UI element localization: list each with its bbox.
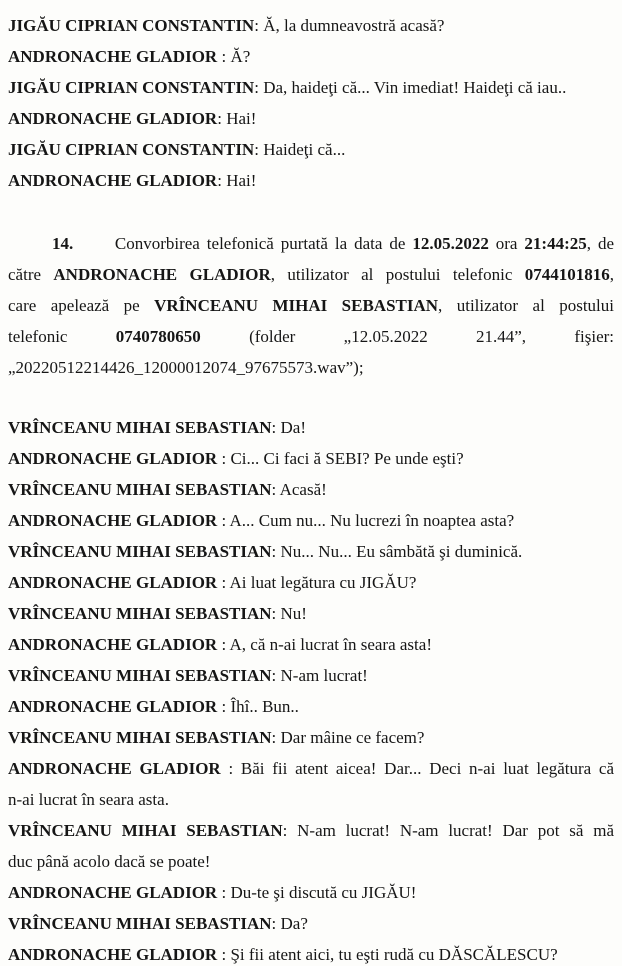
dialogue-line (8, 165, 614, 196)
speaker-name: VRÎNCEANU MIHAI SEBASTIAN (8, 666, 272, 685)
paragraph-14 (8, 228, 614, 383)
bold-segment: 0740780650 (115, 327, 201, 346)
utterance-continuation: n-ai lucrat în seara asta. (8, 790, 169, 809)
dialogue-line (8, 753, 614, 815)
text-segment: Convorbirea telefonică purtată la data de (73, 234, 413, 253)
utterance-text: : A... Cum nu... Nu lucrezi în noaptea asta? (217, 511, 515, 530)
text-segment: , utilizator al postului (438, 296, 615, 315)
utterance-text: : N-am lucrat! (271, 666, 368, 685)
utterance-text: : Dar mâine ce facem? (271, 728, 425, 747)
dialogue-line (8, 660, 614, 691)
speaker-name: ANDRONACHE GLADIOR (8, 945, 218, 964)
paragraph-line (8, 228, 614, 259)
paragraph-line (8, 259, 614, 290)
dialogue-line (8, 134, 614, 165)
speaker-name: ANDRONACHE GLADIOR (8, 697, 218, 716)
dialogue-line (8, 939, 614, 966)
speaker-name: ANDRONACHE GLADIOR (8, 759, 221, 778)
speaker-name: JIGĂU CIPRIAN CONSTANTIN (8, 140, 255, 159)
dialogue-line (8, 412, 614, 443)
text-segment: „20220512214426_12000012074_97675573.wav”); (8, 358, 364, 377)
speaker-name: ANDRONACHE GLADIOR (8, 47, 218, 66)
utterance-text: : Haideţi că... (254, 140, 346, 159)
utterance-text: : A, că n-ai lucrat în seara asta! (217, 635, 432, 654)
paragraph-line (8, 352, 614, 383)
utterance-text: : Nu... Nu... Eu sâmbătă şi duminică. (271, 542, 523, 561)
speaker-name: VRÎNCEANU MIHAI SEBASTIAN (8, 821, 283, 840)
speaker-name: ANDRONACHE GLADIOR (8, 573, 218, 592)
utterance-text: : Şi fii atent aici, tu eşti rudă cu DĂSCĂLESCU? (217, 945, 558, 964)
bold-segment: 14. (52, 234, 74, 253)
dialogue-line (8, 722, 614, 753)
bold-segment: 21:44:25 (524, 234, 587, 253)
speaker-name: JIGĂU CIPRIAN CONSTANTIN (8, 78, 255, 97)
dialogue-block-2 (8, 412, 614, 966)
dialogue-line (8, 505, 614, 536)
utterance-text: : Ci... Ci faci ă SEBI? Pe unde eşti? (217, 449, 464, 468)
utterance-text: : Hai! (217, 109, 257, 128)
speaker-name: VRÎNCEANU MIHAI SEBASTIAN (8, 480, 272, 499)
text-segment: , (609, 265, 614, 284)
bold-segment: ANDRONACHE GLADIOR (53, 265, 271, 284)
utterance-continuation: duc până acolo dacă se poate! (8, 852, 211, 871)
speaker-name: ANDRONACHE GLADIOR (8, 171, 218, 190)
utterance-text: : Băi fii atent aicea! Dar... Deci n-ai luat legătura că (220, 759, 614, 778)
speaker-name: VRÎNCEANU MIHAI SEBASTIAN (8, 418, 272, 437)
text-segment: ora (488, 234, 525, 253)
speaker-name: ANDRONACHE GLADIOR (8, 109, 218, 128)
utterance-text: : Du-te şi discută cu JIGĂU! (217, 883, 417, 902)
speaker-name: ANDRONACHE GLADIOR (8, 883, 218, 902)
text-segment: care apelează pe (8, 296, 155, 315)
utterance-text: : Ă, la dumneavostră acasă? (254, 16, 445, 35)
bold-segment: 0744101816 (524, 265, 610, 284)
dialogue-line (8, 691, 614, 722)
utterance-text: : Ă? (217, 47, 251, 66)
utterance-text: : N-am lucrat! N-am lucrat! Dar pot să mă (282, 821, 614, 840)
dialogue-line (8, 536, 614, 567)
speaker-name: ANDRONACHE GLADIOR (8, 511, 218, 530)
dialogue-line (8, 443, 614, 474)
dialogue-line (8, 598, 614, 629)
dialogue-line (8, 10, 614, 41)
speaker-name: VRÎNCEANU MIHAI SEBASTIAN (8, 728, 272, 747)
utterance-text: : Îhî.. Bun.. (217, 697, 299, 716)
dialogue-line (8, 908, 614, 939)
utterance-text: : Da, haideţi că... Vin imediat! Haideţi că iau.. (254, 78, 567, 97)
speaker-name: VRÎNCEANU MIHAI SEBASTIAN (8, 542, 272, 561)
bold-segment: 12.05.2022 (412, 234, 489, 253)
dialogue-block-1 (8, 10, 614, 196)
utterance-text: : Ai luat legătura cu JIGĂU? (217, 573, 417, 592)
dialogue-line (8, 474, 614, 505)
text-segment: (folder „12.05.2022 21.44”, fişier: (200, 327, 615, 346)
dialogue-line (8, 629, 614, 660)
utterance-text: : Da? (271, 914, 308, 933)
speaker-name: JIGĂU CIPRIAN CONSTANTIN (8, 16, 255, 35)
dialogue-line (8, 567, 614, 598)
utterance-text: : Da! (271, 418, 307, 437)
utterance-text: : Acasă! (271, 480, 327, 499)
paragraph-line (8, 321, 614, 352)
paragraph-line (8, 290, 614, 321)
speaker-name: VRÎNCEANU MIHAI SEBASTIAN (8, 604, 272, 623)
text-segment: , de (586, 234, 614, 253)
dialogue-line (8, 72, 614, 103)
dialogue-line (8, 877, 614, 908)
bold-segment: VRÎNCEANU MIHAI SEBASTIAN (154, 296, 439, 315)
utterance-text: : Nu! (271, 604, 307, 623)
text-segment: , utilizator al postului telefonic (270, 265, 525, 284)
utterance-text: : Hai! (217, 171, 257, 190)
text-segment: către (8, 265, 54, 284)
speaker-name: ANDRONACHE GLADIOR (8, 449, 218, 468)
text-segment: telefonic (8, 327, 116, 346)
dialogue-line (8, 103, 614, 134)
speaker-name: ANDRONACHE GLADIOR (8, 635, 218, 654)
dialogue-line (8, 41, 614, 72)
dialogue-line (8, 815, 614, 877)
speaker-name: VRÎNCEANU MIHAI SEBASTIAN (8, 914, 272, 933)
